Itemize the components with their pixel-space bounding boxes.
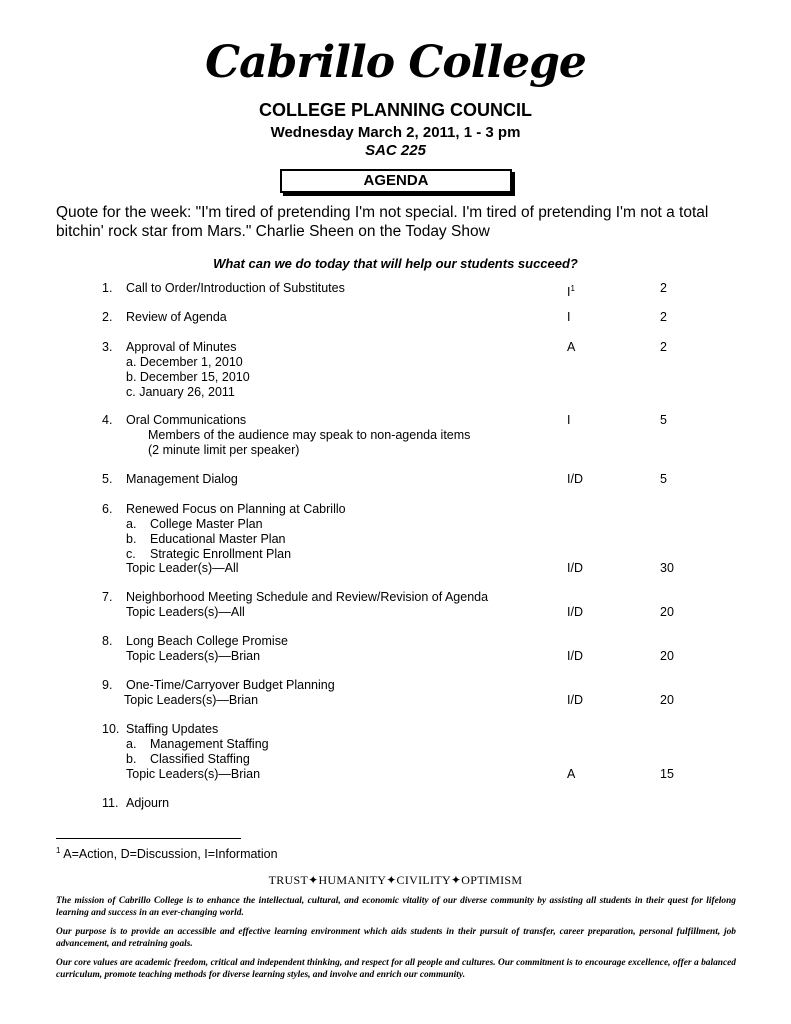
mission-statement: The mission of Cabrillo College is to enhance the intellectual, cultural, and economic vitality of our diverse community by assisting all students in their quest for lifelong learning and success in an ever-changing world.: [56, 896, 736, 918]
item-sub-letter: c.: [126, 547, 136, 561]
item-title: Review of Agenda: [126, 310, 227, 324]
item-number: 6.: [102, 502, 113, 516]
item-leader: Topic Leaders(s)—Brian: [126, 649, 261, 663]
item-title: One-Time/Carryover Budget Planning: [126, 678, 335, 692]
item-minutes: 15: [660, 767, 674, 781]
item-leader: Topic Leaders(s)—Brian: [124, 693, 259, 707]
item-number: 9.: [102, 678, 113, 692]
item-action: I/D: [567, 693, 583, 707]
item-title: Renewed Focus on Planning at Cabrillo: [126, 502, 346, 516]
item-subpoint: Classified Staffing: [150, 752, 250, 766]
footnote-divider: [56, 838, 241, 839]
meeting-room: SAC 225: [365, 142, 426, 159]
item-minutes: 20: [660, 649, 674, 663]
item-minutes: 5: [660, 413, 667, 427]
item-title: Call to Order/Introduction of Substitutes: [126, 281, 345, 295]
item-minutes: 5: [660, 472, 667, 486]
item-number: 11.: [102, 796, 119, 810]
item-leader: Topic Leaders(s)—Brian: [126, 767, 261, 781]
item-action: A: [567, 767, 576, 781]
item-action: I: [567, 413, 571, 427]
page-title: COLLEGE PLANNING COUNCIL: [259, 100, 532, 120]
meeting-date: Wednesday March 2, 2011, 1 - 3 pm: [270, 124, 521, 141]
item-number: 10.: [102, 722, 120, 736]
item-number: 2.: [102, 310, 113, 324]
item-subpoint: College Master Plan: [150, 517, 263, 531]
item-sub-letter: a.: [126, 517, 137, 531]
item-action: I/D: [567, 649, 583, 663]
item-minutes: 30: [660, 561, 674, 575]
item-leader: Topic Leaders(s)—All: [126, 605, 245, 619]
item-minutes: 2: [660, 340, 667, 354]
core-values-statement: Our core values are academic freedom, critical and independent thinking, and respect for all people and cultures. Our commitment is to encourage excellence, offer a balanced curriculum, promote teaching methods for diverse learning styles, and involve and enrich our community.: [56, 958, 736, 980]
item-subpoint: Strategic Enrollment Plan: [150, 547, 292, 561]
item-title: Management Dialog: [126, 472, 238, 486]
item-minutes: 20: [660, 605, 674, 619]
weekly-quote: Quote for the week: "I'm tired of pretending I'm not special. I'm tired of pretending I'm not a total bitchin' rock star from Mars." Charlie Sheen on the Today Show: [56, 204, 709, 240]
item-sub-letter: b.: [126, 752, 137, 766]
item-title: Approval of Minutes: [126, 340, 237, 354]
item-number: 1.: [102, 281, 113, 295]
item-number: 3.: [102, 340, 113, 354]
item-subpoint: Educational Master Plan: [150, 532, 286, 546]
item-minutes: 20: [660, 693, 674, 707]
item-action: I/D: [567, 472, 583, 486]
item-title: Adjourn: [126, 796, 170, 810]
item-action: I/D: [567, 605, 583, 619]
item-title: Oral Communications: [126, 413, 247, 427]
item-minutes: 2: [660, 310, 667, 324]
item-subpoint: a. December 1, 2010: [126, 355, 243, 369]
item-sub-letter: a.: [126, 737, 137, 751]
item-leader: Topic Leader(s)—All: [126, 561, 239, 575]
item-number: 4.: [102, 413, 113, 427]
footnote-ref: 1: [570, 284, 575, 293]
item-title: Neighborhood Meeting Schedule and Review/Revision of Agenda: [126, 590, 489, 604]
item-number: 7.: [102, 590, 113, 604]
agenda-heading: AGENDA: [280, 169, 512, 193]
item-title: Staffing Updates: [126, 722, 219, 736]
item-action: I/D: [567, 561, 583, 575]
footnote-mark: 1: [56, 846, 61, 855]
college-logo: Cabrillo College: [205, 37, 586, 88]
item-action: I: [567, 310, 571, 324]
item-subpoint: Management Staffing: [150, 737, 269, 751]
item-title: Long Beach College Promise: [126, 634, 288, 648]
item-subpoint: c. January 26, 2011: [126, 385, 235, 399]
item-action: $I^1$: [567, 284, 575, 300]
guiding-question: What can we do today that will help our students succeed?: [213, 256, 578, 271]
item-number: 5.: [102, 472, 113, 486]
item-subpoint: b. December 15, 2010: [126, 370, 250, 384]
item-minutes: 2: [660, 281, 667, 295]
core-values-banner: TRUST✦HUMANITY✦CIVILITY✦OPTIMISM: [268, 873, 523, 887]
item-subpoint: (2 minute limit per speaker): [148, 443, 300, 457]
footnote-text: A=Action, D=Discussion, I=Information: [63, 847, 278, 862]
item-number: 8.: [102, 634, 113, 648]
item-action: A: [567, 340, 576, 354]
item-subpoint: Members of the audience may speak to non-agenda items: [148, 428, 471, 442]
item-sub-letter: b.: [126, 532, 137, 546]
purpose-statement: Our purpose is to provide an accessible and effective learning environment which aids students in their pursuit of transfer, career preparation, personal fulfillment, job advancement, and retraining goals.: [56, 927, 736, 949]
footnote: [56, 846, 278, 861]
